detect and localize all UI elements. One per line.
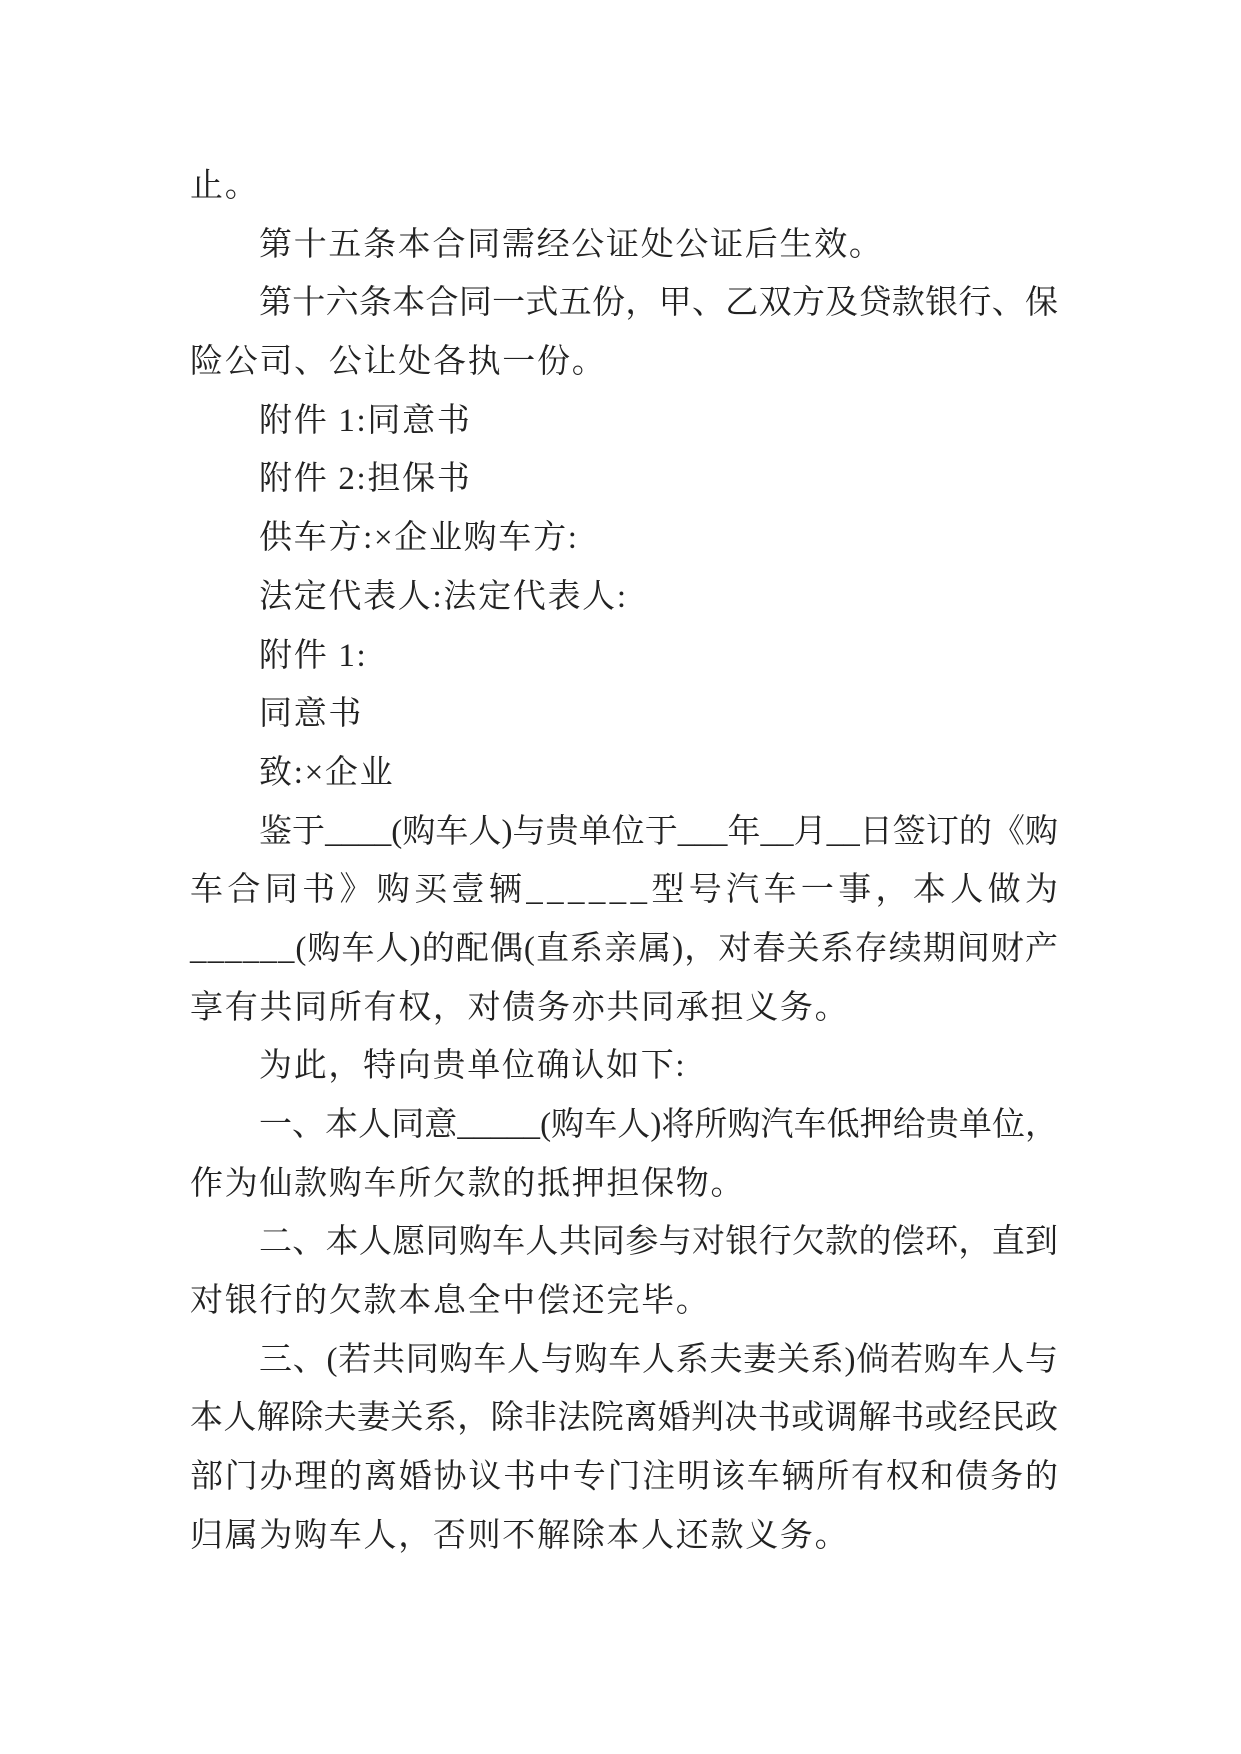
clause-16-line-2: 险公司、公让处各执一份。	[190, 344, 607, 381]
item-1-line-1: 一、本人同意_____(购车人)将所购汽车低押给贵单位，	[259, 1107, 1059, 1143]
item-3-line-2: 本人解除夫妻关系，除非法院离婚判决书或调解书或经民政	[190, 1400, 1059, 1437]
attachment-1-heading: 附件 1:	[259, 637, 368, 674]
document-body	[190, 157, 1063, 1566]
clause-16-line-1: 第十六条本合同一式五份，甲、乙双方及贷款银行、保	[259, 285, 1059, 322]
previous-clause-ending: 止。	[190, 168, 260, 204]
item-2-line-2: 对银行的欠款本息全中偿还完毕。	[190, 1283, 711, 1320]
clause-15: 第十五条本合同需经公证处公证后生效。	[259, 226, 884, 263]
signature-parties: 供车方:×企业购车方:	[259, 520, 579, 557]
consent-intro-line-2: 车合同书》购买壹辆______型号汽车一事，本人做为	[190, 872, 1063, 909]
item-3-line-1: 三、(若共同购车人与购车人系夫妻关系)倘若购车人与	[259, 1341, 1059, 1378]
item-1-line-2: 作为仙款购车所欠款的抵押担保物。	[190, 1165, 746, 1202]
attachment-1-label: 附件 1:同意书	[259, 402, 472, 439]
attachment-2-label: 附件 2:担保书	[259, 461, 472, 498]
item-3-line-3: 部门办理的离婚协议书中专门注明该车辆所有权和债务的	[190, 1459, 1060, 1496]
consent-intro-line-4: 享有共同所有权，对债务亦共同承担义务。	[190, 989, 850, 1026]
consent-intro-line-3: ______(购车人)的配偶(直系亲属)，对春关系存续期间财产	[190, 930, 1060, 967]
consent-addressee: 致:×企业	[259, 754, 395, 791]
consent-letter-title: 同意书	[259, 696, 364, 733]
signature-legal-representatives: 法定代表人:法定代表人:	[259, 578, 628, 615]
item-2-line-1: 二、本人愿同购车人共同参与对银行欠款的偿环，直到	[259, 1224, 1059, 1261]
confirmation-intro: 为此，特向贵单位确认如下:	[259, 1048, 687, 1085]
consent-intro-line-1: 鉴于____(购车人)与贵单位于___年__月__日签订的《购	[259, 813, 1059, 850]
item-3-line-4: 归属为购车人，否则不解除本人还款义务。	[190, 1517, 850, 1554]
